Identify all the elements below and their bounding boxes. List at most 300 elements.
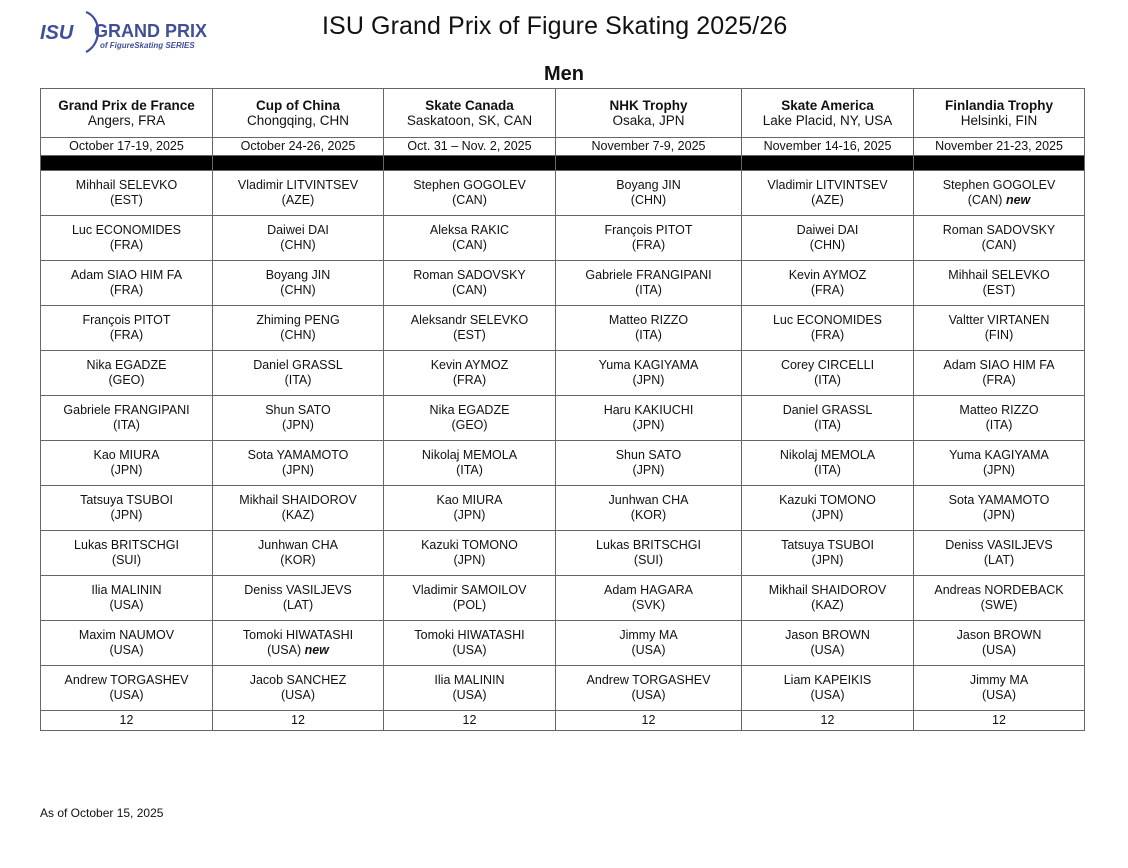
skater-cell [41, 396, 213, 441]
skater-country-line [556, 238, 741, 253]
skater-country: (SWE) [980, 598, 1018, 612]
logo-graphic [40, 8, 220, 54]
skater-name: Tatsuya TSUBOI [781, 538, 874, 552]
event-dates-row [41, 138, 1085, 156]
skater-cell [41, 666, 213, 711]
skater-cell [742, 396, 914, 441]
table-row [41, 351, 1085, 396]
skater-country: (USA) [981, 688, 1017, 702]
separator-cell [742, 156, 914, 171]
skater-country-line [213, 328, 383, 343]
skater-cell [213, 396, 384, 441]
skater-country: (USA) [109, 643, 144, 657]
skater-cell [41, 486, 213, 531]
skater-country: (USA) [267, 643, 302, 657]
skater-cell [914, 531, 1085, 576]
skater-name: Liam KAPEIKIS [783, 673, 872, 687]
skater-country-line [384, 238, 555, 253]
black-separator-row [41, 156, 1085, 171]
skater-country: (FRA) [982, 373, 1016, 387]
entry-count: 12 [41, 711, 213, 731]
skater-cell [914, 486, 1085, 531]
event-header [213, 89, 384, 138]
event-name: Cup of China [256, 98, 340, 113]
event-dates: October 17-19, 2025 [41, 138, 213, 156]
skater-country-line [914, 598, 1084, 613]
skater-name: Maxim NAUMOV [78, 628, 175, 642]
skater-country: (JPN) [453, 508, 486, 522]
skater-cell [41, 576, 213, 621]
event-location: Saskatoon, SK, CAN [406, 113, 533, 128]
as-of-date: As of October 15, 2025 [40, 806, 164, 820]
skater-cell [384, 486, 556, 531]
skater-country: (FIN) [984, 328, 1014, 342]
skater-cell [914, 216, 1085, 261]
skater-country: (JPN) [282, 418, 314, 432]
skater-country-line [914, 373, 1084, 388]
skater-cell [556, 396, 742, 441]
skater-name: Sota YAMAMOTO [247, 448, 349, 462]
event-location: Chongqing, CHN [246, 113, 350, 128]
skater-country: (ITA) [814, 373, 841, 387]
skater-country: (FRA) [452, 373, 487, 387]
skater-name: Roman SADOVSKY [942, 223, 1056, 237]
skater-country-line [384, 463, 555, 478]
skater-name: Shun SATO [615, 448, 682, 462]
skater-name: Deniss VASILJEVS [945, 538, 1053, 552]
skater-country-line [556, 418, 741, 433]
skater-name: Tomoki HIWATASHI [414, 628, 525, 642]
skater-country: (JPN) [632, 463, 665, 477]
skater-country-line [213, 598, 383, 613]
separator-cell [384, 156, 556, 171]
skater-country: (CHN) [809, 238, 846, 252]
skater-country: (CHN) [280, 238, 316, 252]
skater-country: (USA) [109, 688, 144, 702]
skater-country-line [213, 508, 383, 523]
skater-country: (JPN) [632, 373, 665, 387]
skater-cell [914, 666, 1085, 711]
skater-cell [213, 486, 384, 531]
skater-name: François PITOT [604, 223, 693, 237]
skater-country: (ITA) [635, 283, 662, 297]
skater-name: Luc ECONOMIDES [772, 313, 883, 327]
skater-country: (FRA) [810, 283, 845, 297]
skater-country-line [914, 643, 1084, 658]
skater-name: Kevin AYMOZ [430, 358, 509, 372]
skater-name: Shun SATO [265, 403, 331, 417]
skater-cell [914, 351, 1085, 396]
event-dates: November 14-16, 2025 [742, 138, 914, 156]
skater-cell [384, 531, 556, 576]
skater-cell [213, 621, 384, 666]
event-header [914, 89, 1085, 138]
skater-name: Adam HAGARA [604, 583, 693, 597]
skater-name: Yuma KAGIYAMA [949, 448, 1049, 462]
skater-cell [914, 441, 1085, 486]
skater-cell [556, 531, 742, 576]
skater-country: (ITA) [814, 463, 841, 477]
skater-name: Yuma KAGIYAMA [598, 358, 699, 372]
skater-cell [914, 576, 1085, 621]
skater-country: (ITA) [635, 328, 662, 342]
skater-name: Mikhail SHAIDOROV [239, 493, 357, 507]
skater-country-line [742, 238, 913, 253]
skater-country: (ITA) [985, 418, 1013, 432]
event-location: Angers, FRA [87, 113, 166, 128]
skater-country: (EST) [453, 328, 486, 342]
skater-cell [742, 441, 914, 486]
separator-cell [914, 156, 1085, 171]
skater-name: François PITOT [82, 313, 171, 327]
skater-country: (CAN) [967, 193, 1003, 207]
skater-cell [914, 171, 1085, 216]
skater-cell [384, 621, 556, 666]
skater-country: (FRA) [109, 283, 144, 297]
skater-country: (CAN) [452, 193, 487, 207]
separator-cell [41, 156, 213, 171]
skater-cell [41, 351, 213, 396]
table-row [41, 666, 1085, 711]
skater-country-line [213, 553, 383, 568]
skater-country-line [914, 193, 1084, 208]
table-row [41, 396, 1085, 441]
new-tag: new [304, 643, 329, 657]
skater-name: Boyang JIN [616, 178, 681, 192]
skater-name: Andrew TORGASHEV [586, 673, 711, 687]
skater-country: (SUI) [633, 553, 664, 567]
skater-name: Ilia MALININ [91, 583, 162, 597]
skater-name: Nika EGADZE [429, 403, 510, 417]
skater-cell [41, 441, 213, 486]
separator-cell [556, 156, 742, 171]
event-dates: November 21-23, 2025 [914, 138, 1085, 156]
skater-country: (FRA) [631, 238, 666, 252]
event-header [384, 89, 556, 138]
skater-country-line [41, 283, 212, 298]
separator-cell [213, 156, 384, 171]
entry-count: 12 [556, 711, 742, 731]
skater-name: Sota YAMAMOTO [948, 493, 1050, 507]
skater-country: (SUI) [111, 553, 142, 567]
skater-country-line [41, 418, 212, 433]
event-header [742, 89, 914, 138]
skater-name: Aleksa RAKIC [429, 223, 510, 237]
skater-country: (GEO) [108, 373, 145, 387]
skater-name: Mikhail SHAIDOROV [768, 583, 887, 597]
skater-country-line [742, 508, 913, 523]
skater-cell [742, 351, 914, 396]
event-name: Skate America [781, 98, 874, 113]
skater-country-line [384, 508, 555, 523]
skater-country-line [556, 688, 741, 703]
skater-name: Jimmy MA [969, 673, 1029, 687]
skater-cell [742, 216, 914, 261]
skater-cell [384, 576, 556, 621]
skater-country-line [41, 193, 212, 208]
skater-country: (KOR) [280, 553, 316, 567]
skater-country-line [213, 238, 383, 253]
skater-name: Jimmy MA [619, 628, 678, 642]
skater-country: (ITA) [284, 373, 312, 387]
skater-name: Kao MIURA [436, 493, 503, 507]
skater-country: (EST) [110, 193, 143, 207]
skater-name: Vladimir LITVINTSEV [237, 178, 359, 192]
skater-cell [556, 351, 742, 396]
category-heading: Men [544, 63, 584, 85]
skater-name: Andreas NORDEBACK [934, 583, 1064, 597]
skater-cell [213, 576, 384, 621]
skater-name: Boyang JIN [265, 268, 331, 282]
skater-name: Mihhail SELEVKO [75, 178, 178, 192]
skater-country: (ITA) [456, 463, 483, 477]
skater-cell [213, 261, 384, 306]
skater-country-line [742, 688, 913, 703]
skater-country: (EST) [982, 283, 1016, 297]
skater-name: Daiwei DAI [267, 223, 329, 237]
skater-country: (JPN) [453, 553, 486, 567]
skater-name: Daniel GRASSL [782, 403, 873, 417]
event-location: Osaka, JPN [612, 113, 685, 128]
skater-country-line [384, 283, 555, 298]
skater-country: (JPN) [110, 463, 143, 477]
skater-name: Kevin AYMOZ [788, 268, 867, 282]
event-name: NHK Trophy [609, 98, 688, 113]
skater-country-line [41, 373, 212, 388]
skater-country: (AZE) [281, 193, 315, 207]
entry-count: 12 [742, 711, 914, 731]
skater-country-line [41, 553, 212, 568]
skater-country-line [742, 598, 913, 613]
skater-country-line [742, 463, 913, 478]
table-row [41, 216, 1085, 261]
skater-country-line [41, 688, 212, 703]
skater-cell [213, 441, 384, 486]
skater-country: (CHN) [280, 283, 316, 297]
skater-country: (USA) [452, 688, 487, 702]
table-row [41, 486, 1085, 531]
skater-country: (CAN) [452, 283, 487, 297]
skater-cell [556, 621, 742, 666]
skater-country-line [213, 373, 383, 388]
skater-country-line [914, 508, 1084, 523]
skater-cell [384, 306, 556, 351]
skater-cell [742, 306, 914, 351]
skater-country-line [914, 283, 1084, 298]
skater-country: (JPN) [282, 463, 314, 477]
skater-cell [384, 441, 556, 486]
skater-name: Gabriele FRANGIPANI [63, 403, 190, 417]
skater-name: Jacob SANCHEZ [249, 673, 347, 687]
skater-country: (USA) [631, 688, 666, 702]
skater-name: Nikolaj MEMOLA [779, 448, 876, 462]
skater-country-line [41, 643, 212, 658]
skater-name: Stephen GOGOLEV [413, 178, 526, 192]
skater-country-line [914, 238, 1084, 253]
logo-sub-text: of FigureSkating SERIES [100, 41, 195, 50]
schedule-table [40, 88, 1085, 731]
skater-country: (CHN) [280, 328, 316, 342]
skater-country: (CAN) [452, 238, 487, 252]
skater-cell [742, 666, 914, 711]
skater-country: (AZE) [811, 193, 844, 207]
table-row [41, 261, 1085, 306]
skater-country-line [742, 553, 913, 568]
skater-country: (SVK) [631, 598, 666, 612]
skater-name: Daniel GRASSL [253, 358, 343, 372]
skater-cell [914, 396, 1085, 441]
skater-cell [742, 576, 914, 621]
skater-country-line [384, 553, 555, 568]
table-row [41, 531, 1085, 576]
skater-country-line [384, 598, 555, 613]
skater-name: Valtter VIRTANEN [948, 313, 1050, 327]
event-header-row [41, 89, 1085, 138]
skater-cell [213, 351, 384, 396]
skater-cell [213, 306, 384, 351]
skater-country-line [556, 553, 741, 568]
skater-name: Matteo RIZZO [608, 313, 689, 327]
event-header [41, 89, 213, 138]
skater-name: Deniss VASILJEVS [244, 583, 352, 597]
skater-cell [41, 216, 213, 261]
skater-country: (JPN) [983, 508, 1015, 522]
skater-name: Vladimir SAMOILOV [412, 583, 527, 597]
skater-cell [556, 216, 742, 261]
skater-cell [384, 261, 556, 306]
skater-name: Stephen GOGOLEV [942, 178, 1056, 192]
skater-country-line [914, 328, 1084, 343]
skater-name: Tatsuya TSUBOI [80, 493, 173, 507]
skater-cell [41, 306, 213, 351]
skater-cell [41, 531, 213, 576]
skater-country-line [742, 373, 913, 388]
skater-country: (ITA) [814, 418, 841, 432]
skater-cell [742, 531, 914, 576]
skater-country-line [384, 328, 555, 343]
skater-name: Adam SIAO HIM FA [943, 358, 1055, 372]
skater-country-line [41, 238, 212, 253]
event-dates: October 24-26, 2025 [213, 138, 384, 156]
skater-name: Mihhail SELEVKO [948, 268, 1050, 282]
entry-count: 12 [384, 711, 556, 731]
skater-country: (USA) [280, 688, 316, 702]
skater-country: (USA) [452, 643, 487, 657]
skater-country-line [556, 193, 741, 208]
skater-cell [384, 396, 556, 441]
logo-brand-text: GRAND PRIX [94, 21, 208, 41]
skater-country-line [41, 463, 212, 478]
event-name: Finlandia Trophy [944, 98, 1053, 113]
skater-country-line [742, 328, 913, 343]
skater-name: Kazuki TOMONO [421, 538, 518, 552]
skater-country: (FRA) [109, 328, 144, 342]
count-row [41, 711, 1085, 731]
skater-country-line [556, 598, 741, 613]
skater-country-line [41, 328, 212, 343]
skater-name: Haru KAKIUCHI [603, 403, 694, 417]
skater-name: Vladimir LITVINTSEV [767, 178, 888, 192]
skater-country: (USA) [631, 643, 666, 657]
skater-country: (POL) [452, 598, 487, 612]
skater-country-line [556, 508, 741, 523]
skater-country: (FRA) [810, 328, 845, 342]
skater-country: (KAZ) [811, 598, 844, 612]
skater-country: (JPN) [811, 553, 844, 567]
skater-cell [914, 621, 1085, 666]
skater-country-line [384, 373, 555, 388]
skater-country-line [384, 643, 555, 658]
skater-country: (FRA) [109, 238, 144, 252]
skater-country: (LAT) [282, 598, 314, 612]
skater-cell [556, 666, 742, 711]
skater-name: Daiwei DAI [796, 223, 859, 237]
skater-country-line [914, 553, 1084, 568]
skater-cell [384, 666, 556, 711]
skater-country: (USA) [109, 598, 144, 612]
skater-name: Luc ECONOMIDES [71, 223, 182, 237]
skater-cell [213, 666, 384, 711]
skater-country-line [914, 463, 1084, 478]
skater-country: (CAN) [981, 238, 1017, 252]
skater-name: Nikolaj MEMOLA [421, 448, 518, 462]
skater-name: Junhwan CHA [608, 493, 689, 507]
event-name: Skate Canada [425, 98, 514, 113]
page-title: ISU Grand Prix of Figure Skating 2025/26 [322, 12, 788, 40]
skater-country: (JPN) [110, 508, 143, 522]
skater-country-line [556, 463, 741, 478]
skater-cell [742, 171, 914, 216]
skater-name: Tomoki HIWATASHI [242, 628, 354, 642]
skater-country-line [742, 283, 913, 298]
skater-cell [41, 171, 213, 216]
skater-name: Nika EGADZE [86, 358, 167, 372]
skater-name: Matteo RIZZO [959, 403, 1039, 417]
skater-country: (USA) [810, 643, 845, 657]
skater-name: Aleksandr SELEVKO [410, 313, 529, 327]
skater-cell [742, 261, 914, 306]
skater-name: Zhiming PENG [256, 313, 340, 327]
skater-country-line [213, 688, 383, 703]
skater-cell [556, 261, 742, 306]
skater-country: (USA) [981, 643, 1017, 657]
isu-grand-prix-logo [40, 8, 220, 54]
skater-country-line [384, 418, 555, 433]
event-dates: November 7-9, 2025 [556, 138, 742, 156]
skater-name: Lukas BRITSCHGI [74, 538, 179, 552]
skater-country-line [556, 328, 741, 343]
skater-name: Junhwan CHA [258, 538, 338, 552]
skater-country-line [384, 193, 555, 208]
skater-country: (JPN) [632, 418, 665, 432]
skater-cell [556, 441, 742, 486]
new-tag: new [1005, 193, 1031, 207]
table-row [41, 441, 1085, 486]
table-row [41, 621, 1085, 666]
skater-country-line [213, 418, 383, 433]
entry-count: 12 [213, 711, 384, 731]
skater-name: Adam SIAO HIM FA [70, 268, 183, 282]
skater-country: (USA) [810, 688, 845, 702]
skater-country: (JPN) [811, 508, 844, 522]
skater-country-line [41, 598, 212, 613]
skater-cell [742, 621, 914, 666]
skater-country-line [742, 193, 913, 208]
skater-country-line [742, 643, 913, 658]
skater-country: (KAZ) [281, 508, 315, 522]
skater-name: Jason BROWN [956, 628, 1042, 642]
skater-country-line [556, 373, 741, 388]
